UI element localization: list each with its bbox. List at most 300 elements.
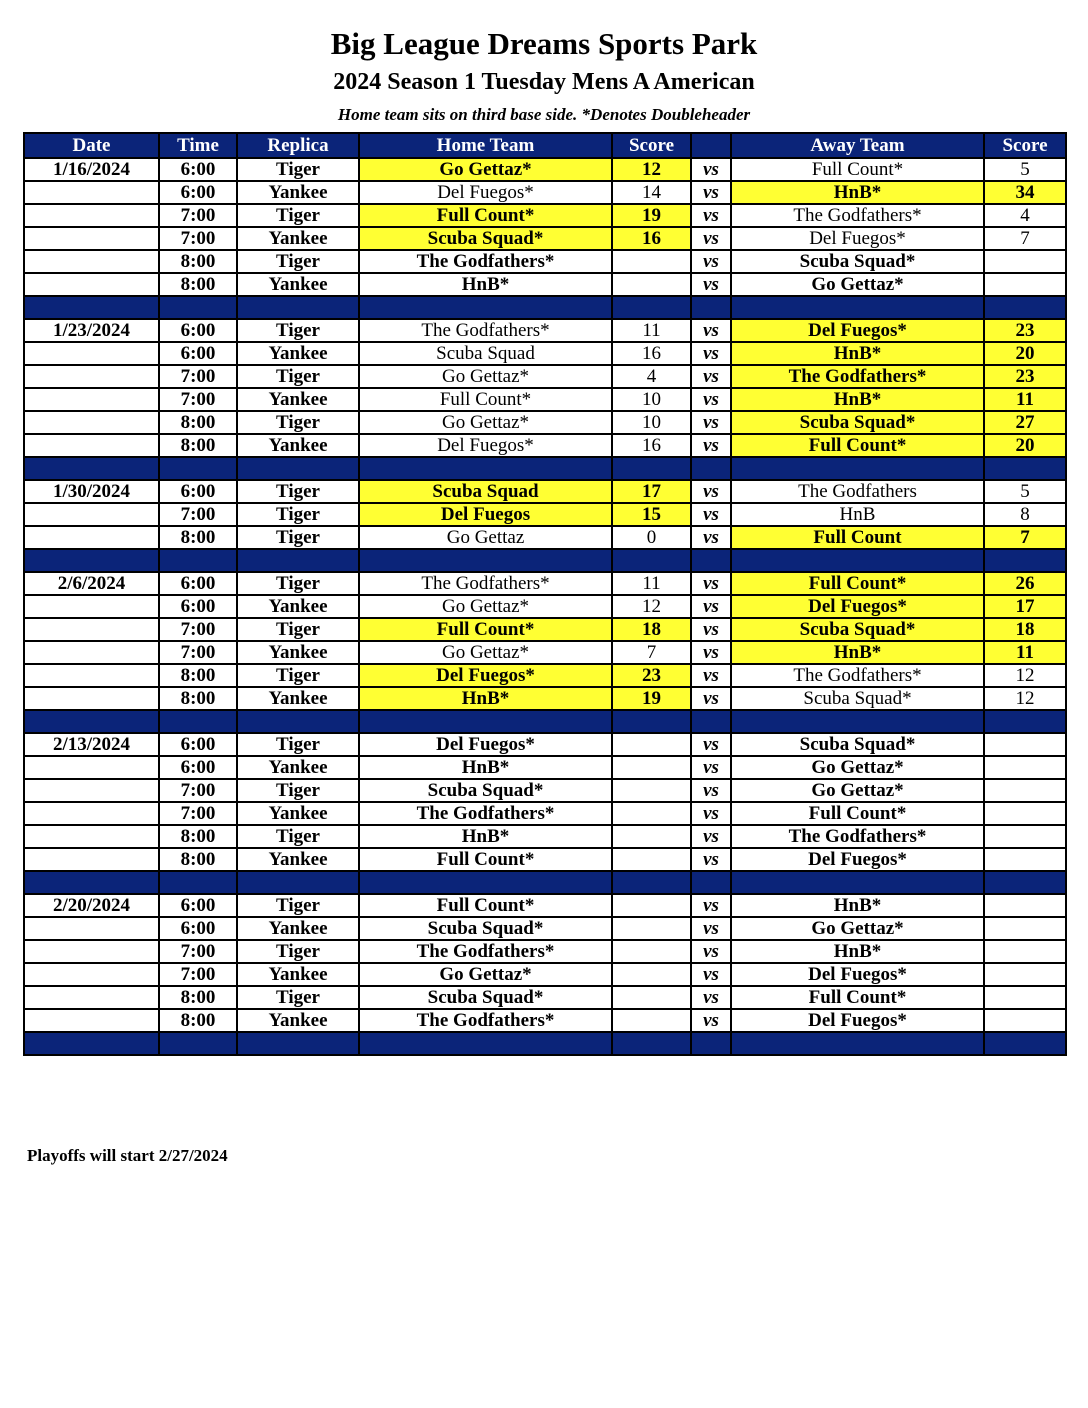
home-score-cell [612,825,691,848]
away-team-cell: Del Fuegos* [731,848,984,871]
table-row [24,181,1066,204]
home-score-cell: 12 [612,158,691,181]
date-cell [24,365,159,388]
date-cell [24,779,159,802]
home-score-cell: 11 [612,572,691,595]
home-score-cell: 16 [612,434,691,457]
replica-cell: Yankee [237,963,359,986]
home-score-cell: 16 [612,342,691,365]
time-cell: 8:00 [159,273,237,296]
replica-cell: Tiger [237,158,359,181]
replica-cell: Tiger [237,986,359,1009]
home-score-cell: 17 [612,480,691,503]
time-cell: 6:00 [159,595,237,618]
table-row [24,848,1066,871]
date-cell [24,687,159,710]
table-row [24,365,1066,388]
time-cell: 8:00 [159,848,237,871]
week-separator-row [24,549,1066,572]
home-team-cell: Scuba Squad [359,342,612,365]
vs-cell: vs [691,595,731,618]
home-team-cell: Go Gettaz* [359,963,612,986]
replica-cell: Yankee [237,342,359,365]
date-cell [24,917,159,940]
away-score-cell [984,779,1066,802]
vs-cell: vs [691,319,731,342]
week-separator-row [24,296,1066,319]
date-cell [24,825,159,848]
home-team-cell: Go Gettaz* [359,365,612,388]
table-row [24,411,1066,434]
home-team-cell: Go Gettaz* [359,641,612,664]
date-cell [24,181,159,204]
col-header-away-score: Score [984,133,1066,158]
home-score-cell: 7 [612,641,691,664]
home-team-cell: Full Count* [359,204,612,227]
date-cell [24,618,159,641]
home-score-cell [612,1009,691,1032]
date-cell [24,411,159,434]
away-team-cell: HnB* [731,388,984,411]
away-score-cell [984,940,1066,963]
separator-cell [691,549,731,572]
date-cell: 2/6/2024 [24,572,159,595]
time-cell: 7:00 [159,204,237,227]
vs-cell: vs [691,894,731,917]
home-score-cell [612,917,691,940]
separator-cell [359,296,612,319]
date-cell [24,434,159,457]
home-team-cell: Go Gettaz* [359,411,612,434]
date-cell [24,227,159,250]
replica-cell: Yankee [237,756,359,779]
home-team-cell: Scuba Squad [359,480,612,503]
home-team-cell: The Godfathers* [359,572,612,595]
home-team-cell: The Godfathers* [359,250,612,273]
separator-cell [24,871,159,894]
separator-cell [984,871,1066,894]
replica-cell: Tiger [237,825,359,848]
home-team-cell: The Godfathers* [359,1009,612,1032]
away-score-cell: 20 [984,342,1066,365]
home-team-cell: HnB* [359,756,612,779]
vs-cell: vs [691,181,731,204]
vs-cell: vs [691,250,731,273]
home-team-cell: Full Count* [359,618,612,641]
vs-cell: vs [691,434,731,457]
separator-cell [159,871,237,894]
date-cell: 2/13/2024 [24,733,159,756]
away-score-cell: 34 [984,181,1066,204]
home-team-cell: Scuba Squad* [359,986,612,1009]
separator-cell [984,1032,1066,1055]
separator-cell [24,710,159,733]
time-cell: 6:00 [159,733,237,756]
away-team-cell: The Godfathers* [731,365,984,388]
separator-cell [984,296,1066,319]
replica-cell: Yankee [237,641,359,664]
away-team-cell: The Godfathers* [731,204,984,227]
date-cell [24,641,159,664]
col-header-date: Date [24,133,159,158]
away-team-cell: HnB* [731,641,984,664]
home-score-cell [612,802,691,825]
vs-cell: vs [691,365,731,388]
away-score-cell: 8 [984,503,1066,526]
home-score-cell: 0 [612,526,691,549]
separator-cell [24,1032,159,1055]
date-cell [24,802,159,825]
time-cell: 8:00 [159,825,237,848]
replica-cell: Yankee [237,388,359,411]
replica-cell: Yankee [237,227,359,250]
home-score-cell: 10 [612,388,691,411]
away-score-cell [984,917,1066,940]
separator-cell [159,457,237,480]
replica-cell: Yankee [237,848,359,871]
date-cell [24,595,159,618]
replica-cell: Tiger [237,319,359,342]
table-row [24,894,1066,917]
table-header-row [24,133,1066,158]
away-score-cell [984,963,1066,986]
time-cell: 6:00 [159,756,237,779]
time-cell: 8:00 [159,411,237,434]
col-header-replica: Replica [237,133,359,158]
home-score-cell: 14 [612,181,691,204]
home-score-cell [612,273,691,296]
away-team-cell: Full Count* [731,434,984,457]
away-score-cell: 4 [984,204,1066,227]
vs-cell: vs [691,1009,731,1032]
away-score-cell: 20 [984,434,1066,457]
home-team-cell: Scuba Squad* [359,779,612,802]
vs-cell: vs [691,641,731,664]
separator-cell [612,549,691,572]
away-score-cell [984,250,1066,273]
col-header-away-team: Away Team [731,133,984,158]
time-cell: 7:00 [159,940,237,963]
vs-cell: vs [691,158,731,181]
vs-cell: vs [691,227,731,250]
date-cell: 1/23/2024 [24,319,159,342]
time-cell: 6:00 [159,480,237,503]
time-cell: 8:00 [159,687,237,710]
replica-cell: Tiger [237,572,359,595]
away-team-cell: Scuba Squad* [731,618,984,641]
home-team-cell: Del Fuegos [359,503,612,526]
separator-cell [159,1032,237,1055]
date-cell [24,273,159,296]
date-cell [24,1009,159,1032]
separator-cell [159,549,237,572]
replica-cell: Tiger [237,503,359,526]
away-score-cell: 12 [984,687,1066,710]
replica-cell: Yankee [237,1009,359,1032]
table-row [24,825,1066,848]
home-team-cell: Del Fuegos* [359,733,612,756]
table-row [24,319,1066,342]
vs-cell: vs [691,963,731,986]
separator-cell [691,296,731,319]
replica-cell: Tiger [237,894,359,917]
time-cell: 7:00 [159,963,237,986]
separator-cell [984,457,1066,480]
replica-cell: Tiger [237,940,359,963]
separator-cell [612,296,691,319]
separator-cell [691,710,731,733]
separator-cell [24,457,159,480]
time-cell: 6:00 [159,319,237,342]
away-score-cell: 5 [984,480,1066,503]
table-row [24,618,1066,641]
home-score-cell [612,940,691,963]
time-cell: 8:00 [159,664,237,687]
home-score-cell [612,733,691,756]
away-score-cell: 5 [984,158,1066,181]
home-score-cell [612,250,691,273]
date-cell [24,503,159,526]
home-score-cell [612,779,691,802]
home-team-cell: HnB* [359,687,612,710]
col-header-home-team: Home Team [359,133,612,158]
time-cell: 6:00 [159,342,237,365]
home-score-cell: 19 [612,204,691,227]
table-row [24,526,1066,549]
vs-cell: vs [691,273,731,296]
away-score-cell [984,825,1066,848]
home-team-cell: Go Gettaz [359,526,612,549]
time-cell: 7:00 [159,618,237,641]
separator-cell [691,457,731,480]
separator-cell [731,1032,984,1055]
table-row [24,733,1066,756]
away-score-cell: 7 [984,526,1066,549]
separator-cell [237,710,359,733]
away-team-cell: Del Fuegos* [731,1009,984,1032]
time-cell: 8:00 [159,526,237,549]
separator-cell [731,457,984,480]
vs-cell: vs [691,802,731,825]
vs-cell: vs [691,526,731,549]
replica-cell: Yankee [237,434,359,457]
time-cell: 6:00 [159,572,237,595]
date-cell [24,342,159,365]
separator-cell [691,871,731,894]
table-row [24,388,1066,411]
week-separator-row [24,1032,1066,1055]
vs-cell: vs [691,756,731,779]
replica-cell: Yankee [237,687,359,710]
replica-cell: Tiger [237,733,359,756]
home-score-cell [612,986,691,1009]
replica-cell: Tiger [237,480,359,503]
home-score-cell: 16 [612,227,691,250]
away-score-cell [984,273,1066,296]
home-team-cell: Go Gettaz* [359,595,612,618]
vs-cell: vs [691,480,731,503]
table-row [24,595,1066,618]
vs-cell: vs [691,940,731,963]
separator-cell [237,871,359,894]
separator-cell [612,457,691,480]
replica-cell: Yankee [237,181,359,204]
separator-cell [612,871,691,894]
page-title: Big League Dreams Sports Park [330,26,758,61]
home-team-cell: Go Gettaz* [359,158,612,181]
away-score-cell [984,733,1066,756]
table-row [24,756,1066,779]
home-score-cell [612,848,691,871]
vs-cell: vs [691,388,731,411]
time-cell: 7:00 [159,388,237,411]
date-cell: 2/20/2024 [24,894,159,917]
away-team-cell: Go Gettaz* [731,756,984,779]
col-header-home-score: Score [612,133,691,158]
vs-cell: vs [691,779,731,802]
week-separator-row [24,871,1066,894]
table-row [24,986,1066,1009]
home-team-cell: Del Fuegos* [359,434,612,457]
table-row [24,434,1066,457]
away-score-cell [984,1009,1066,1032]
home-score-cell: 11 [612,319,691,342]
time-cell: 6:00 [159,894,237,917]
home-team-cell: Del Fuegos* [359,181,612,204]
date-cell [24,940,159,963]
time-cell: 6:00 [159,181,237,204]
time-cell: 7:00 [159,503,237,526]
home-team-cell: Full Count* [359,388,612,411]
date-cell [24,526,159,549]
col-header-vs [691,133,731,158]
table-row [24,687,1066,710]
table-row [24,227,1066,250]
time-cell: 8:00 [159,250,237,273]
replica-cell: Tiger [237,526,359,549]
replica-cell: Tiger [237,779,359,802]
date-cell [24,388,159,411]
table-row [24,963,1066,986]
away-score-cell [984,848,1066,871]
away-team-cell: Scuba Squad* [731,411,984,434]
away-score-cell: 7 [984,227,1066,250]
away-score-cell: 11 [984,388,1066,411]
table-row [24,802,1066,825]
home-team-cell: Full Count* [359,848,612,871]
vs-cell: vs [691,917,731,940]
away-score-cell [984,986,1066,1009]
away-score-cell: 11 [984,641,1066,664]
time-cell: 7:00 [159,227,237,250]
separator-cell [237,1032,359,1055]
vs-cell: vs [691,503,731,526]
home-team-cell: The Godfathers* [359,319,612,342]
away-score-cell: 17 [984,595,1066,618]
home-team-cell: HnB* [359,825,612,848]
separator-cell [359,549,612,572]
home-team-cell: Scuba Squad* [359,917,612,940]
separator-cell [359,1032,612,1055]
table-row [24,342,1066,365]
time-cell: 7:00 [159,779,237,802]
vs-cell: vs [691,825,731,848]
home-score-cell: 15 [612,503,691,526]
table-row [24,641,1066,664]
away-team-cell: HnB [731,503,984,526]
replica-cell: Yankee [237,595,359,618]
home-team-cell: Del Fuegos* [359,664,612,687]
playoffs-note: Playoffs will start 2/27/2024 [27,1146,228,1165]
replica-cell: Yankee [237,273,359,296]
time-cell: 6:00 [159,158,237,181]
home-score-cell: 10 [612,411,691,434]
table-row [24,1009,1066,1032]
home-team-cell: Full Count* [359,894,612,917]
date-cell [24,250,159,273]
schedule-note: Home team sits on third base side. *Denotes Doubleheader [337,105,751,124]
separator-cell [24,549,159,572]
away-score-cell: 23 [984,319,1066,342]
separator-cell [731,871,984,894]
away-score-cell: 18 [984,618,1066,641]
away-score-cell [984,756,1066,779]
table-row [24,204,1066,227]
date-cell: 1/16/2024 [24,158,159,181]
away-team-cell: Del Fuegos* [731,595,984,618]
home-score-cell: 23 [612,664,691,687]
separator-cell [24,296,159,319]
away-team-cell: The Godfathers [731,480,984,503]
home-score-cell [612,894,691,917]
replica-cell: Tiger [237,250,359,273]
separator-cell [159,296,237,319]
separator-cell [984,549,1066,572]
replica-cell: Yankee [237,917,359,940]
separator-cell [359,871,612,894]
replica-cell: Tiger [237,204,359,227]
vs-cell: vs [691,664,731,687]
date-cell [24,664,159,687]
away-score-cell: 12 [984,664,1066,687]
away-team-cell: HnB* [731,940,984,963]
table-row [24,480,1066,503]
time-cell: 6:00 [159,917,237,940]
table-row [24,664,1066,687]
schedule-table [23,132,1067,1056]
separator-cell [359,457,612,480]
home-team-cell: HnB* [359,273,612,296]
week-separator-row [24,457,1066,480]
replica-cell: Tiger [237,664,359,687]
separator-cell [984,710,1066,733]
replica-cell: Tiger [237,365,359,388]
schedule-body [24,158,1066,1055]
replica-cell: Tiger [237,618,359,641]
home-score-cell: 4 [612,365,691,388]
time-cell: 7:00 [159,802,237,825]
table-row [24,273,1066,296]
home-team-cell: Scuba Squad* [359,227,612,250]
vs-cell: vs [691,986,731,1009]
away-team-cell: Full Count* [731,158,984,181]
separator-cell [359,710,612,733]
separator-cell [731,296,984,319]
table-row [24,503,1066,526]
time-cell: 7:00 [159,641,237,664]
away-team-cell: Full Count* [731,802,984,825]
vs-cell: vs [691,733,731,756]
